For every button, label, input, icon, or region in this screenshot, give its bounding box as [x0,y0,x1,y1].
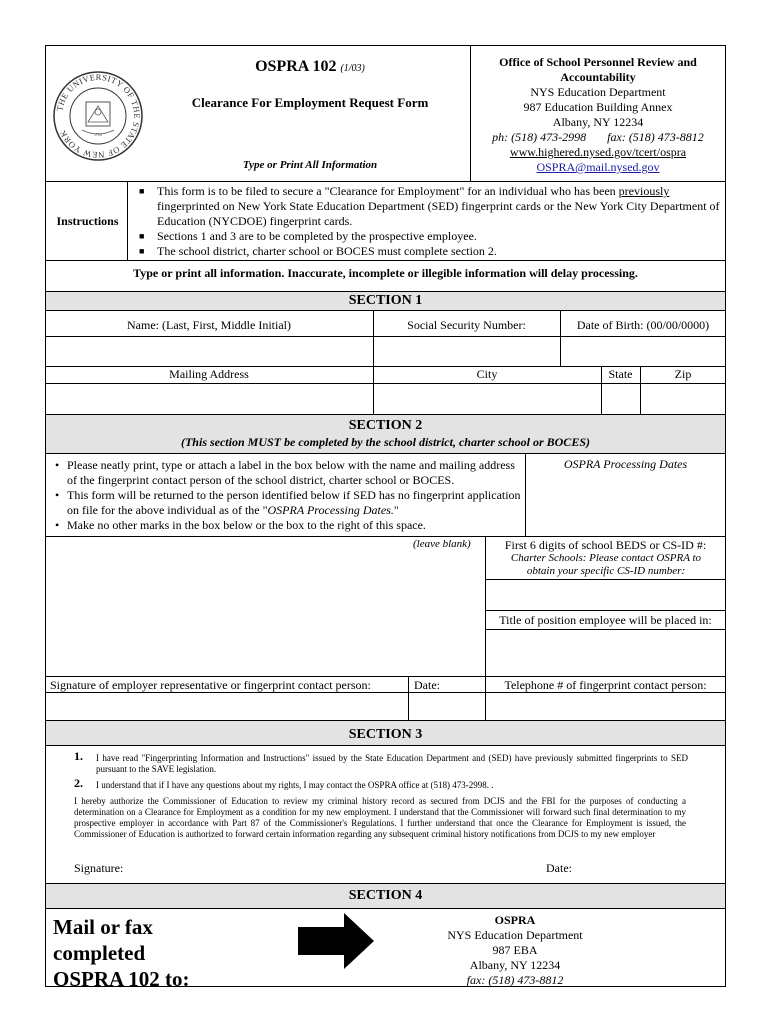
section2-subtitle: (This section MUST be completed by the school district, charter school or BOCES) [180,435,590,449]
employer-date-label: Date: [414,678,440,692]
form-code [180,58,440,76]
authorization-text: I hereby authorize the Commissioner of Education to review my criminal history record as secured from DCJS and the FBI for the purposes of conducting a determination on a Clearance for Employment as a condition for my new employment. I understand that the Commissioner will forward such final determination to my prospective employer in accordance with Part 87 of the Commissioner's Regulations. I further understand that once the Clearance for Employment is issued, the Commissioner of Education is authorized to forward certain information regarding any subsequent criminal history notifications from DCJS to my new employer [74,796,686,839]
item1-text: I have read "Fingerprinting Information and Instructions" issued by the State Education Department and (SED) have previously submitted fingerprints to SED pursuant to the SAVE legislation. [96,753,688,774]
divider [45,260,726,261]
employer-date-field[interactable] [409,693,484,719]
dob-label: Date of Birth: (00/00/0000) [576,318,710,332]
print-note: Type or Print All Information [242,159,378,171]
mail-line-2: completed [53,941,146,965]
office-street: 987 Education Building Annex [523,100,673,114]
instruction-2: Sections 1 and 3 are to be completed by the prospective employee. [157,229,477,243]
mail-instructions [53,914,190,992]
employer-signature-field[interactable] [46,693,407,719]
svg-text:THE UNIVERSITY OF THE STATE OF: THE UNIVERSITY OF THE STATE OF NEW YORK [54,71,143,161]
instruction-1-cont: fingerprinted on New York State Education Department (SED) fingerprint cards or the New York City Department of Education (NYCDOE) fingerprint cards. [157,199,720,228]
list-item: • This form will be returned to the person identified below if SED has no fingerprint application on file for the above individual as of the "OSPRA Processing Dates." [55,488,521,517]
zip-label: Zip [674,367,692,381]
section2-title: SECTION 2 [348,418,423,433]
list-item: • Please neatly print, type or attach a label in the box below with the name and mailing address of the fingerprint contact person of the school district, charter school or BOCES. [55,458,515,487]
employee-date-label: Date: [546,861,572,875]
section2-bullet-2-emphasis: OSPRA Processing Dates. [267,503,394,517]
processing-dates-label: OSPRA Processing Dates [563,457,688,471]
state-label: State [608,367,633,381]
divider [45,181,726,182]
form-title: Clearance For Employment Request Form [191,95,429,110]
svg-text:1784: 1784 [94,132,102,137]
section1-title: SECTION 1 [348,293,423,308]
office-name: Office of School Personnel Review and Accountability [499,55,697,84]
ssn-label: Social Security Number: [407,318,526,332]
mail-line-3: OSPRA 102 to: [53,967,190,991]
office-dept: NYS Education Department [530,85,666,99]
divider [45,676,726,677]
address-fax: fax: (518) 473-8812 [466,973,564,987]
dob-field[interactable] [561,337,725,365]
instruction-1: This form is to be filed to secure a "Clearance for Employment" for an individual who has been [157,184,616,198]
office-phone: ph: (518) 473-2998 [492,130,587,144]
beds-field[interactable] [486,580,725,609]
address-city: Albany, NY 12234 [469,958,561,972]
employee-date-field[interactable] [580,858,720,878]
divider [485,610,726,611]
list-item: ■ Sections 1 and 3 are to be completed by the prospective employee. [139,229,477,243]
office-city: Albany, NY 12234 [552,115,644,129]
zip-field[interactable] [641,384,725,413]
city-label: City [476,367,498,381]
mail-line-1: Mail or fax [53,915,153,939]
warning-text: Type or print all information. Inaccurate, incomplete or illegible information will delay processing. [133,266,638,280]
leave-blank-note: (leave blank) [413,538,471,550]
state-seal [52,70,144,162]
section2-bullet-2: This form will be returned to the person identified below if SED has no fingerprint application on file for the above individual as of the " [67,488,521,517]
mail-address [420,913,610,988]
employer-signature-label: Signature of employer representative or fingerprint contact person: [50,678,371,692]
instruction-1-emphasis: previously [618,184,670,198]
arrow-right-icon [298,913,374,969]
instructions-list [131,184,721,259]
title-label: Title of position employee will be placed in: [499,613,712,627]
list-item: ■ This form is to be filed to secure a "Clearance for Employment" for an individual who has been previously fingerprinted on New York State Education Department (SED) fingerprint cards or the New York City Department of Education (NYCDOE) fingerprint cards. [139,184,720,228]
office-fax: fax: (518) 473-8812 [607,130,704,144]
ssn-field[interactable] [374,337,559,365]
section2-bullet-1: Please neatly print, type or attach a label in the box below with the name and mailing address of the fingerprint contact person of the school district, charter school or BOCES. [67,458,515,487]
section4-title: SECTION 4 [348,888,423,903]
title-field[interactable] [486,630,725,675]
office-email[interactable]: OSPRA@mail.nysed.gov [536,160,660,174]
city-field[interactable] [374,384,600,413]
contact-phone-field[interactable] [486,693,725,719]
instruction-3: The school district, charter school or BOCES must complete section 2. [157,244,497,258]
office-website[interactable]: www.highered.nysed.gov/tcert/ospra [509,145,687,159]
divider [127,181,128,260]
address-dept: NYS Education Department [447,928,583,942]
item2-text: I understand that if I have any questions about my rights, I may contact the OSPRA office at (518) 473-2998. . [96,780,494,790]
name-field[interactable] [46,337,372,365]
employee-signature-label: Signature: [74,861,124,875]
address-street: 987 EBA [492,943,538,957]
address-label: Mailing Address [169,367,249,381]
form-date: (1/03) [340,63,365,74]
contact-phone-label: Telephone # of fingerprint contact person: [504,678,707,692]
contact-label-box[interactable] [46,537,484,675]
header-divider [470,45,471,181]
instructions-label: Instructions [56,214,119,228]
state-field[interactable] [602,384,639,413]
list-item: ■ The school district, charter school or BOCES must complete section 2. [139,244,497,258]
employee-signature-field[interactable] [130,858,520,878]
item1-number: 1. [74,749,83,763]
section2-bullets [53,458,523,533]
section2-bullet-3: Make no other marks in the box below or the box to the right of this space. [67,518,426,532]
address-field[interactable] [46,384,372,413]
form-code-text: OSPRA 102 [255,58,337,75]
name-label: Name: (Last, First, Middle Initial) [127,318,291,332]
beds-label: First 6 digits of school BEDS or CS-ID #: [504,538,707,552]
address-name: OSPRA [494,913,536,927]
list-item: • Make no other marks in the box below or the box to the right of this space. [55,518,426,532]
charter-note: Charter Schools: Please contact OSPRA to obtain your specific CS-ID number: [510,552,702,577]
office-block [474,55,722,175]
item2-number: 2. [74,776,83,790]
section3-title: SECTION 3 [348,727,423,742]
